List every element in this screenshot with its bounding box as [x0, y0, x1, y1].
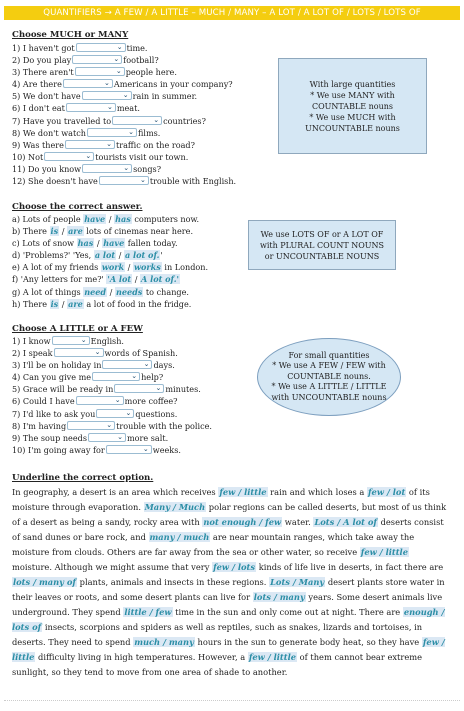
item-continuation: questions.: [135, 408, 178, 419]
chevron-down-icon: ⌄: [94, 348, 101, 357]
chevron-down-icon: ⌄: [106, 103, 113, 112]
item-prompt: 8) I'm having: [12, 420, 67, 431]
answer-dropdown[interactable]: [92, 372, 140, 381]
answer-dropdown[interactable]: [76, 43, 126, 52]
option-choice[interactable]: few / little: [360, 547, 408, 557]
answer-dropdown[interactable]: [67, 421, 115, 430]
option-choice[interactable]: need: [84, 286, 107, 297]
option-choice[interactable]: are: [68, 226, 83, 237]
item-continuation: countries?: [163, 115, 206, 126]
answer-dropdown[interactable]: [88, 433, 126, 442]
item-continuation: minutes.: [165, 384, 201, 395]
exercise-item: [12, 420, 212, 432]
rule-line: * We use A FEW / FEW with: [272, 361, 386, 371]
option-choice[interactable]: a lot of.: [124, 250, 160, 261]
section2-heading: Choose the correct answer.: [12, 202, 143, 212]
answer-dropdown[interactable]: [72, 55, 122, 64]
item-continuation: meat.: [116, 103, 140, 114]
item-prompt: b) There: [12, 226, 50, 237]
chevron-down-icon: ⌄: [143, 360, 150, 369]
exercise-item: [12, 249, 208, 261]
worksheet-title-banner: QUANTIFIERS → A FEW / A LITTLE – MUCH / MANY – A LOT / A LOT OF / LOTS / LOTS OF: [4, 6, 460, 20]
option-separator: /: [107, 286, 115, 297]
option-choice[interactable]: lots / many: [253, 592, 305, 602]
chevron-down-icon: ⌄: [104, 79, 110, 88]
item-continuation: films.: [137, 127, 161, 138]
option-separator: /: [106, 214, 115, 224]
item-prompt: h) There: [12, 298, 50, 309]
exercise-item: [12, 54, 236, 66]
item-prompt: 10) Not: [12, 151, 44, 162]
item-continuation: ': [160, 250, 163, 261]
chevron-down-icon: ⌄: [106, 420, 113, 429]
desert-paragraph: [12, 485, 450, 680]
option-choice[interactable]: Lots / Many: [270, 577, 325, 587]
answer-dropdown[interactable]: [44, 152, 94, 161]
option-choice[interactable]: has: [77, 238, 94, 249]
exercise-item: [12, 90, 236, 102]
chevron-down-icon: ⌄: [122, 91, 129, 100]
option-choice[interactable]: work: [101, 262, 125, 273]
option-choice[interactable]: is: [50, 226, 59, 237]
answer-dropdown[interactable]: [75, 67, 125, 76]
answer-dropdown[interactable]: [114, 384, 164, 393]
rule-line: with PLURAL COUNT NOUNS: [259, 240, 385, 250]
item-continuation: in London.: [161, 262, 209, 273]
paragraph-text: insects, scorpions and spiders as well as reptiles, such as snakes, lizards and tortoises, in deserts. They need to spend: [12, 622, 423, 647]
option-choice[interactable]: needs: [115, 286, 143, 297]
exercise-item: [12, 432, 212, 444]
rule-line: We use LOTS OF or A LOT OF: [260, 229, 384, 239]
chevron-down-icon: ⌄: [128, 127, 134, 136]
answer-dropdown[interactable]: [54, 348, 104, 357]
exercise-item: [12, 444, 212, 456]
item-prompt: 7) Have you travelled to: [12, 115, 112, 126]
rule-line: COUNTABLE nouns: [311, 101, 394, 111]
option-choice[interactable]: have: [84, 214, 106, 224]
option-separator: /: [59, 298, 68, 309]
exercise-item: [12, 127, 236, 139]
item-prompt: 12) She doesn't have: [12, 176, 98, 187]
chevron-down-icon: ⌄: [113, 55, 120, 64]
item-continuation: to change.: [143, 286, 189, 297]
exercise-item: [12, 347, 212, 359]
chevron-down-icon: ⌄: [155, 384, 162, 393]
option-separator: /: [116, 250, 124, 261]
item-continuation: a lot of food in the fridge.: [83, 298, 192, 309]
rule-line: * We use A LITTLE / LITTLE: [271, 382, 387, 392]
item-continuation: football?: [123, 55, 159, 66]
section2-rule-box: [248, 220, 396, 270]
option-choice[interactable]: few / little: [248, 652, 297, 662]
item-prompt: 5) We don't have: [12, 91, 81, 102]
exercise-item: [12, 66, 236, 78]
option-choice[interactable]: are: [68, 298, 83, 309]
section3-list: [12, 335, 212, 456]
item-prompt: 6) Could I have: [12, 396, 75, 407]
option-choice[interactable]: have: [103, 238, 125, 249]
option-choice[interactable]: has: [115, 214, 131, 224]
option-choice[interactable]: a lot: [94, 250, 116, 261]
item-continuation: time.: [126, 43, 148, 53]
chevron-down-icon: ⌄: [80, 336, 87, 344]
item-continuation: rain in summer.: [132, 91, 198, 102]
section1-rule-box: [278, 58, 427, 154]
item-continuation: days.: [153, 360, 175, 371]
answer-dropdown[interactable]: [87, 128, 137, 137]
answer-dropdown[interactable]: [112, 116, 162, 125]
exercise-item: [12, 371, 212, 383]
option-choice[interactable]: works: [133, 262, 161, 273]
item-continuation: fallen today.: [125, 238, 178, 249]
item-prompt: e) A lot of my friends: [12, 262, 101, 273]
exercise-item: [12, 273, 208, 285]
rule-line: * We use MANY with: [310, 90, 395, 100]
item-prompt: 4) Can you give me: [12, 372, 92, 383]
option-choice[interactable]: few / little: [12, 637, 445, 662]
chevron-down-icon: ⌄: [106, 139, 112, 148]
section1-heading: Choose MUCH or MANY: [12, 30, 129, 40]
item-continuation: people here.: [125, 67, 177, 78]
rule-line: or UNCOUNTABLE NOUNS: [264, 251, 380, 261]
item-prompt: f) 'Any letters for me?': [12, 274, 107, 285]
rule-line: * We use MUCH with: [309, 112, 396, 122]
answer-dropdown[interactable]: [52, 336, 90, 345]
exercise-item: [12, 151, 236, 163]
option-separator: /: [132, 274, 141, 285]
section2-list: [12, 213, 208, 310]
exercise-item: [12, 163, 236, 175]
paragraph-text: difficulty living in high temperatures. However, a: [35, 652, 248, 662]
paragraph-text: of its moisture through evaporation.: [12, 487, 430, 512]
option-separator: /: [125, 262, 133, 273]
exercise-item: [12, 237, 208, 249]
item-prompt: 4) Are there: [12, 79, 62, 90]
option-choice[interactable]: is: [50, 298, 59, 309]
option-choice[interactable]: not enough / few: [203, 517, 282, 527]
exercise-item: [12, 395, 212, 407]
item-continuation: trouble with English.: [149, 176, 237, 187]
exercise-item: [12, 78, 236, 90]
answer-dropdown[interactable]: [76, 396, 124, 405]
exercise-item: [12, 225, 208, 237]
item-continuation: traffic on the road?: [115, 139, 195, 150]
exercise-item: [12, 286, 208, 298]
rule-line: UNCOUNTABLE nouns: [305, 123, 400, 133]
answer-dropdown[interactable]: [82, 91, 132, 100]
exercise-item: [12, 175, 236, 187]
answer-dropdown[interactable]: [65, 140, 115, 149]
option-choice[interactable]: few / lot: [367, 487, 406, 497]
paragraph-text: rain and which loses a: [267, 487, 367, 497]
option-separator: /: [59, 226, 68, 237]
option-choice[interactable]: Lots / A lot of: [314, 517, 377, 527]
chevron-down-icon: ⌄: [139, 176, 146, 185]
item-prompt: 2) I speak: [12, 348, 53, 359]
paragraph-text: kinds of life live in deserts, in fact there are: [256, 562, 444, 572]
chevron-down-icon: ⌄: [85, 151, 92, 160]
option-separator: /: [94, 238, 103, 249]
item-prompt: 11) Do you know: [12, 163, 82, 174]
item-prompt: d) 'Problems?' 'Yes,: [12, 250, 94, 261]
exercise-item: [12, 359, 212, 371]
chevron-down-icon: ⌄: [117, 432, 123, 441]
paragraph-text: moisture. Although we might assume that very: [12, 562, 213, 572]
option-choice[interactable]: lots / many of: [13, 577, 76, 587]
exercise-item: [12, 102, 236, 114]
paragraph-text: are near mountain ranges, which take away the moisture from clouds. Others are far away from the sea or other water, so receive: [12, 532, 415, 557]
exercise-item: [12, 335, 212, 347]
paragraph-text: polar regions can be called deserts, but most of us think of a desert as being a sandy, rocky area with: [12, 502, 447, 527]
item-continuation: English.: [90, 336, 124, 346]
chevron-down-icon: ⌄: [123, 163, 130, 172]
chevron-down-icon: ⌄: [115, 67, 122, 76]
item-prompt: 1) I know: [12, 336, 51, 346]
answer-dropdown[interactable]: [106, 445, 152, 454]
paragraph-text: of them cannot bear extreme sunlight, so they tend to move from one area of shade to another.: [12, 652, 423, 677]
item-prompt: 1) I haven't got: [12, 43, 75, 53]
option-choice[interactable]: Many / Much: [144, 502, 206, 512]
answer-dropdown[interactable]: [66, 103, 116, 112]
item-continuation: computers now.: [131, 214, 200, 224]
option-choice[interactable]: A lot of.': [141, 274, 180, 285]
item-continuation: weeks.: [152, 444, 181, 455]
exercise-item: [12, 139, 236, 151]
page-footer-rule: [4, 700, 460, 701]
chevron-down-icon: ⌄: [142, 444, 149, 453]
option-choice[interactable]: few / little: [219, 487, 267, 497]
option-choice[interactable]: enough / lots of: [12, 607, 445, 632]
chevron-down-icon: ⌄: [131, 372, 138, 381]
paragraph-text: deserts consist of sand dunes or bare rock, and: [12, 517, 444, 542]
exercise-item: [12, 408, 212, 420]
item-continuation: Americans in your company?: [113, 79, 233, 90]
chevron-down-icon: ⌄: [125, 408, 132, 417]
item-continuation: songs?: [133, 163, 162, 174]
rule-line: with UNCOUNTABLE nouns: [271, 392, 387, 402]
answer-dropdown[interactable]: [99, 176, 149, 185]
item-prompt: 8) We don't watch: [12, 127, 86, 138]
item-prompt: 6) I don't eat: [12, 103, 65, 114]
answer-dropdown[interactable]: [82, 164, 132, 173]
option-choice[interactable]: little / few: [124, 607, 172, 617]
item-prompt: 5) Grace will be ready in: [12, 384, 114, 395]
item-prompt: a) Lots of people: [12, 214, 84, 224]
paragraph-text: desert plants store water in their leaves or roots, and some desert plants can live for: [12, 577, 445, 602]
paragraph-text: hours in the sun to generate body heat, so they have: [194, 637, 422, 647]
item-prompt: g) A lot of things: [12, 286, 84, 297]
option-choice[interactable]: few / lots: [213, 562, 256, 572]
item-continuation: help?: [141, 372, 164, 383]
item-continuation: trouble with the police.: [116, 420, 213, 431]
section3-heading: Choose A LITTLE or A FEW: [12, 324, 143, 334]
chevron-down-icon: ⌄: [114, 396, 121, 405]
paragraph-text: In geography, a desert is an area which receives: [12, 487, 219, 497]
paragraph-text: time in the sun and only come out at night. There are: [172, 607, 403, 617]
item-prompt: c) Lots of snow: [12, 238, 77, 249]
answer-dropdown[interactable]: [63, 79, 113, 88]
option-choice[interactable]: many / much: [149, 532, 210, 542]
item-prompt: 3) There aren't: [12, 67, 74, 78]
exercise-item: [12, 383, 212, 395]
answer-dropdown[interactable]: [102, 360, 152, 369]
item-prompt: 7) I'd like to ask you: [12, 408, 96, 419]
rule-line: COUNTABLE nouns.: [287, 371, 371, 381]
item-continuation: words of Spanish.: [104, 348, 178, 359]
exercise-item: [12, 42, 236, 54]
paragraph-text: years. Some desert animals live underground. They spend: [12, 592, 443, 617]
exercise-item: [12, 115, 236, 127]
item-continuation: more coffee?: [124, 396, 178, 407]
item-prompt: 3) I'll be on holiday in: [12, 360, 102, 371]
paragraph-text: water.: [282, 517, 314, 527]
exercise-item: [12, 298, 208, 310]
chevron-down-icon: ⌄: [153, 115, 160, 124]
section3-rule-ellipse: [257, 338, 401, 416]
section4-heading: Underline the correct option.: [12, 473, 154, 483]
item-continuation: tourists visit our town.: [95, 151, 189, 162]
rule-line: With large quantities: [309, 79, 396, 89]
exercise-item: [12, 213, 208, 225]
chevron-down-icon: ⌄: [116, 43, 123, 51]
option-choice[interactable]: much / many: [134, 637, 194, 647]
item-prompt: 10) I'm going away for: [12, 444, 105, 455]
item-continuation: lots of cinemas near here.: [83, 226, 194, 237]
answer-dropdown[interactable]: [96, 409, 134, 418]
item-prompt: 9) The soup needs: [12, 432, 87, 443]
item-continuation: more salt.: [126, 432, 169, 443]
paragraph-text: plants, animals and insects in these regions.: [77, 577, 270, 587]
section1-list: [12, 42, 236, 187]
item-prompt: 9) Was there: [12, 139, 64, 150]
exercise-item: [12, 261, 208, 273]
option-choice[interactable]: 'A lot: [107, 274, 132, 285]
item-prompt: 2) Do you play: [12, 55, 72, 66]
rule-line: For small quantities: [288, 350, 370, 360]
